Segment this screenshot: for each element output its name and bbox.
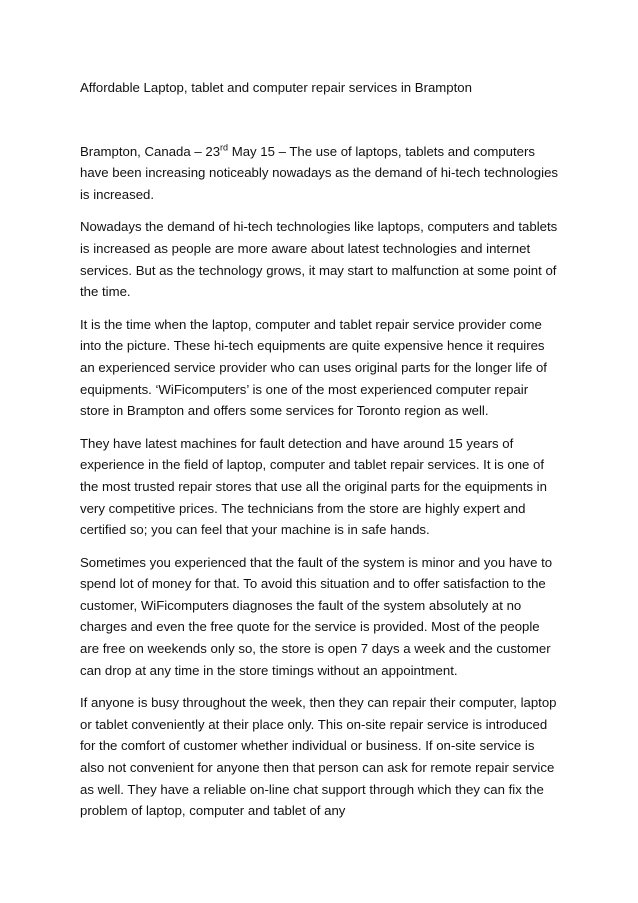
dateline-prefix: Brampton, Canada – 23 [80, 143, 221, 159]
body-paragraph-5: If anyone is busy throughout the week, then they can repair their computer, laptop or tablet conveniently at their place only. This on-site repair service is introduced for the comfort of customer whether individual or business. If on-site service is also not convenient for anyone then that person can ask for remote repair service as well. They have a reliable on-line chat support through which they can fix the problem of laptop, computer and tablet of any [80, 695, 557, 819]
dateline-paragraph [80, 141, 560, 206]
document-page [80, 77, 560, 833]
dateline-ordinal: rd [220, 142, 229, 153]
body-paragraph-3: They have latest machines for fault detection and have around 15 years of experience in the field of laptop, computer and tablet repair services. It is one of the most trusted repair stores that use all the original parts for the equipments in very competitive prices. The technicians from the store are highly expert and certified so; you can feel that your machine is in safe hands. [80, 435, 547, 538]
body-paragraph-1: Nowadays the demand of hi-tech technologies like laptops, computers and tablets is increased as people are more aware about latest technologies and internet services. But as the technology grows, it may start to malfunction at some point of the time. [80, 219, 558, 300]
dateline-suffix: May 15 – The use of laptops, tablets and computers have been increasing noticeably nowadays as the demand of hi-tech technologies is increased. [80, 143, 558, 202]
document-title: Affordable Laptop, tablet and computer repair services in Brampton [80, 80, 472, 95]
body-paragraph-2: It is the time when the laptop, computer and tablet repair service provider come into the picture. These hi-tech equipments are quite expensive hence it requires an experienced service provider who can uses original parts for the longer life of equipments. ‘WiFicomputers’ is one of the most experienced computer repair store in Brampton and offers some services for Toronto region as well. [80, 316, 547, 419]
body-paragraph-4: Sometimes you experienced that the fault of the system is minor and you have to spend lot of money for that. To avoid this situation and to offer satisfaction to the customer, WiFicomputers diagnoses the fault of the system absolutely at no charges and even the free quote for the service is provided. Most of the people are free on weekends only so, the store is open 7 days a week and the customer can drop at any time in the store timings without an appointment. [80, 554, 553, 678]
